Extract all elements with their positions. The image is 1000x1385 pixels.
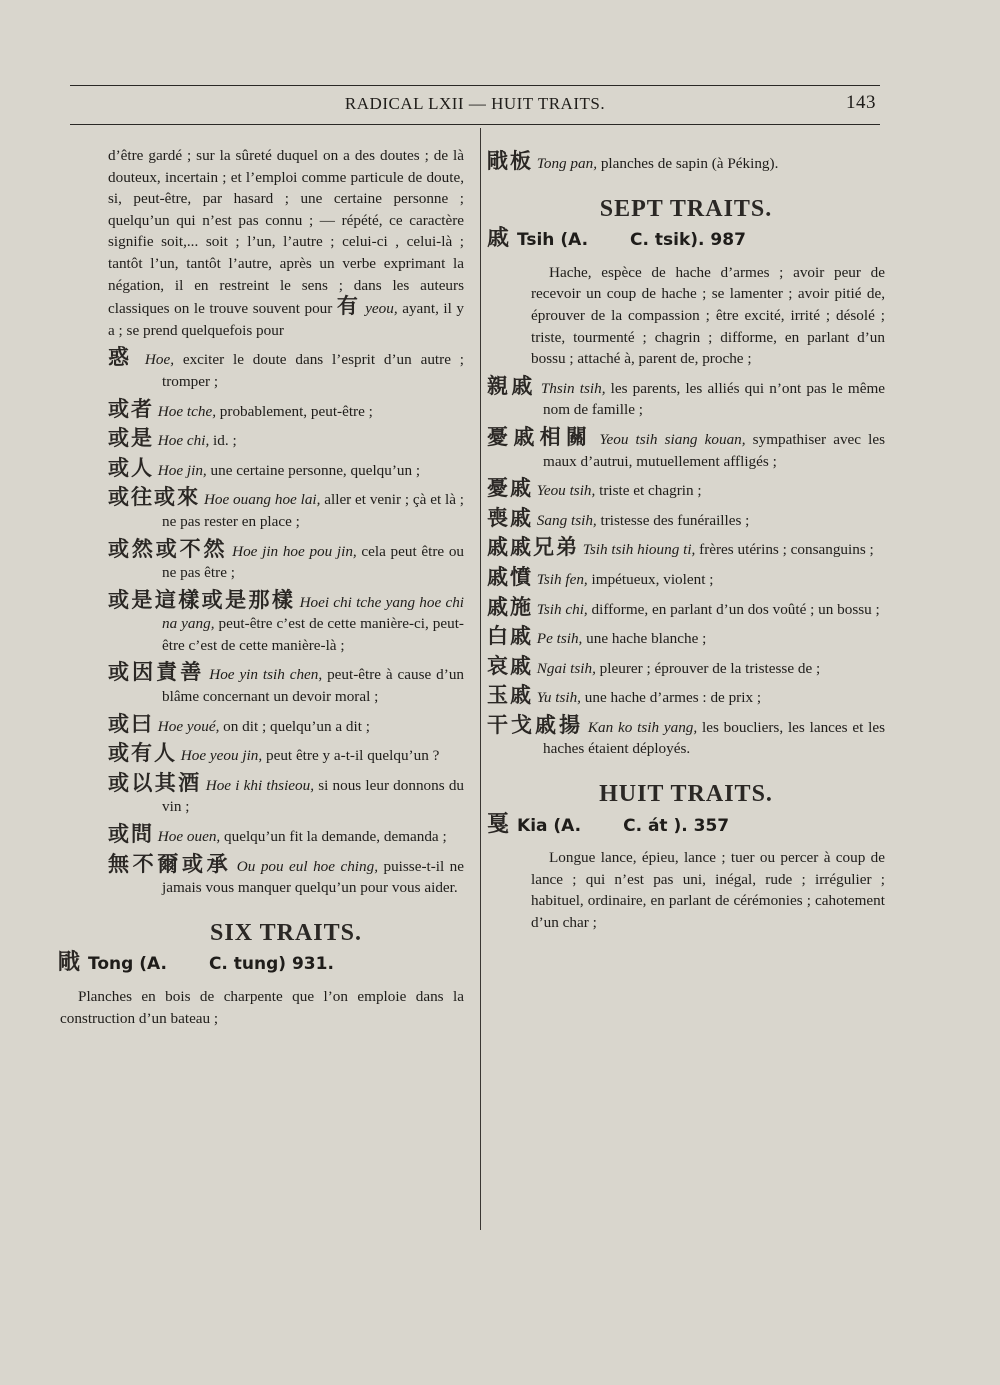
header-rule-top (70, 85, 880, 86)
entry-romanization: Hoe jin hoe pou jin, (232, 542, 357, 560)
entry-gloss: quelqu’un fit la demande, demanda ; (220, 828, 447, 846)
entry-characters: 無不爾或承 (108, 851, 232, 876)
dictionary-entry (487, 537, 885, 561)
entry-characters: 或人 (108, 455, 154, 480)
entry-romanization: Hoe i khi thsieou, (205, 776, 315, 794)
entry-characters: 玉戚 (487, 683, 533, 708)
entry-romanization: Hoe chi, (157, 432, 210, 450)
entry-romanization: Hoe yin tsih chen, (209, 666, 323, 684)
entry-gloss: difforme, en parlant d’un dos voûté ; un bossu ; (587, 600, 880, 618)
running-title: RADICAL LXII — HUIT TRAITS. (344, 94, 606, 113)
entry-romanization: Hoe youé, (157, 717, 220, 735)
entry-romanization: Yu tsih, (536, 689, 581, 707)
entry-gloss: frères utérins ; consanguins ; (695, 541, 874, 559)
entry-gloss: pleurer ; éprouver de la tristesse de ; (595, 659, 821, 677)
left-column (58, 145, 465, 1029)
entry-characters: 或問 (108, 822, 154, 847)
section-huit-traits: HUIT TRAITS. (599, 781, 773, 808)
entry-romanization: Kan ko tsih yang, (587, 718, 698, 736)
dictionary-entry (487, 373, 886, 421)
entry-characters: 哀戚 (487, 653, 533, 678)
header-rule-bottom (70, 124, 880, 125)
dictionary-entry (108, 743, 464, 767)
column-divider (480, 128, 481, 1230)
entry-characters: 憂戚相關 (487, 424, 593, 449)
entry-gloss: peut-être à cause d’un blâme concernant un devoir moral ; (162, 666, 465, 706)
dictionary-entry (108, 587, 465, 657)
entry-gloss: une certaine personne, quelqu’un ; (206, 461, 421, 479)
section-sept-traits: SEPT TRAITS. (599, 195, 773, 222)
entry-gloss: puisse-t-il ne jamais vous manquer quelqu’un pour vous aider. (162, 857, 465, 897)
left-entry-list (108, 347, 464, 898)
dictionary-entry (108, 711, 464, 738)
entry-gloss: les parents, les alliés qui n’ont pas le même nom de famille ; (543, 379, 886, 419)
entry-gloss: si nous leur donnons du vin ; (162, 776, 465, 816)
entry-characters: 或往或來 (108, 485, 201, 510)
entry-gloss: aller et venir ; çà et là ; ne pas rester en place ; (162, 491, 465, 530)
dictionary-entry (108, 455, 464, 482)
entry-romanization: Ngai tsih, (536, 659, 596, 677)
dictionary-entry (487, 424, 886, 472)
definition-tsih: Hache, espèce de hache d’armes ; avoir peur de recevoir un coup de hache ; se lamenter ; avoir pitié de, éprouver de la compassion ; être excité, irrité ; désolé ; triste, tourmenté ; chagrin ; difforme, en parlant d’un bossu ; attaché à, parent de, proche ; (531, 263, 885, 368)
running-header (70, 92, 880, 120)
dictionary-entry (108, 662, 464, 707)
entry-romanization: Hoe jin, (157, 461, 207, 479)
dictionary-entry (108, 770, 465, 818)
entry-characters: 親戚 (487, 373, 536, 398)
entry-characters: 或者 (108, 396, 154, 421)
entry-gloss: une hache d’armes : de prix ; (580, 689, 762, 707)
entry-romanization: Hoe ouang hoe lai, (203, 491, 321, 509)
intro-romanization: yeou, (365, 300, 398, 318)
entry-characters: 戚憤 (487, 564, 533, 589)
dictionary-entry (108, 487, 464, 532)
entry-romanization: Sang tsih, (536, 511, 597, 529)
definition-tong: Planches en bois de charpente que l’on emploie dans la construction d’un bateau ; (60, 988, 464, 1027)
entry-romanization: Hoei chi tche yang hoe chi na yang, (162, 593, 465, 633)
entry-characters: 或曰 (108, 711, 154, 736)
entry-characters: 干戈戚揚 (487, 712, 584, 737)
dictionary-entry (108, 536, 465, 584)
entry-gloss: id. ; (209, 432, 237, 450)
entry-gloss: tristesse des funérailles ; (596, 511, 750, 529)
entry-characters: 憂戚 (487, 476, 533, 501)
entry-romanization: Yeou tsih siang kouan, (599, 430, 746, 448)
dictionary-entry (108, 824, 464, 848)
dictionary-entry (487, 505, 885, 532)
right-entry-list (487, 373, 886, 760)
entry-gloss: cela peut être ou ne pas être ; (162, 542, 465, 582)
headword-tsih: 戚 Tsih (A. C. tsik). 987 (487, 226, 746, 252)
entry-characters: 或是 (108, 426, 154, 451)
dictionary-entry (108, 347, 464, 392)
entry-gloss: peut-être c’est de cette manière-ci, peut-être c’est de cette manière-là ; (162, 615, 464, 654)
entry-romanization: Hoe, (144, 351, 174, 369)
entry-gloss: probablement, peut-être ; (216, 402, 373, 420)
headword-tong: 戙 Tong (A. C. tung) 931. (58, 950, 334, 976)
entry-characters: 或因責善 (108, 660, 205, 685)
dictionary-entry (487, 685, 885, 709)
entry-romanization: Hoe yeou jin, (180, 747, 263, 765)
entry-gloss: les boucliers, les lances et les haches étaient déployés. (543, 718, 886, 758)
entry-characters: 戚戚兄弟 (487, 535, 579, 560)
dictionary-entry (108, 396, 464, 423)
entry-romanization: Thsin tsih, (540, 379, 606, 397)
entry-romanization: Hoe ouen, (157, 828, 221, 846)
dictionary-entry (487, 653, 885, 680)
dictionary-entry (487, 478, 885, 502)
intro-paragraph: d’être gardé ; sur la sûreté duquel on a des doutes ; de là douteux, incertain ; et l’emploi comme particule de doute, si, peut-être, par hasard ; une certaine personne ; quelqu’un qui n’est pas connu ; — répété, ce caractère signifie soit,... soit ; l’un, l’autre ; celui-ci , celui-là ; tantôt l’un, tantôt l’autre, après un verbe exprimant la négation, il en restreint le sens ; dans les auteurs classiques on le trouve souvent pour 有 yeou, ayant, il y a ; se prend quelquefois pour (108, 147, 465, 339)
entry-characters: 喪戚 (487, 505, 533, 530)
entry-gloss: sympathiser avec les maux d’autrui, mutuellement affligés ; (543, 430, 886, 470)
entry-characters: 或有人 (108, 741, 177, 766)
entry-gloss: exciter le doute dans l’esprit d’un autre ; tromper ; (162, 351, 464, 390)
entry-characters: 或是這樣或是那樣 (108, 587, 296, 612)
entry-romanization: Tsih tsih hioung ti, (582, 541, 696, 559)
entry-romanization: Pe tsih, (536, 630, 583, 648)
definition-kia: Longue lance, épieu, lance ; tuer ou percer à coup de lance ; qui n’est pas uni, inégal, rude ; irrégulier ; habituel, ordinaire, en parlant de cérémonies ; cahotement d’un char ; (531, 849, 885, 932)
dictionary-entry (487, 626, 885, 650)
right-column (487, 145, 885, 934)
entry-characters: 戚施 (487, 594, 533, 619)
page-number: 143 (846, 92, 876, 113)
dictionary-entry (487, 594, 885, 621)
entry-tong-pan: 戙板 Tong pan, planches de sapin (à Péking). (487, 149, 779, 173)
entry-romanization: Ou pou eul hoe ching, (236, 857, 379, 875)
entry-characters: 白戚 (487, 624, 533, 649)
dictionary-entry (108, 428, 464, 452)
intro-character: 有 (336, 294, 361, 319)
section-six-traits: SIX TRAITS. (210, 919, 362, 946)
entry-romanization: Hoe tche, (157, 402, 216, 420)
dictionary-entry (108, 851, 465, 899)
dictionary-entry (487, 712, 886, 760)
entry-gloss: on dit ; quelqu’un a dit ; (219, 717, 370, 735)
entry-gloss: impétueux, violent ; (587, 570, 714, 588)
entry-romanization: Tsih chi, (536, 600, 588, 618)
entry-characters: 惑 (108, 345, 137, 370)
entry-characters: 或以其酒 (108, 770, 202, 795)
entry-characters: 或然或不然 (108, 536, 228, 561)
entry-romanization: Tsih fen, (536, 570, 588, 588)
entry-gloss: une hache blanche ; (582, 630, 707, 648)
headword-kia: 戛 Kia (A. C. át ). 357 (487, 811, 730, 837)
dictionary-entry (487, 564, 885, 591)
entry-gloss: peut être y a-t-il quelqu’un ? (262, 747, 440, 765)
entry-gloss: triste et chagrin ; (595, 482, 702, 500)
entry-romanization: Yeou tsih, (536, 482, 596, 500)
